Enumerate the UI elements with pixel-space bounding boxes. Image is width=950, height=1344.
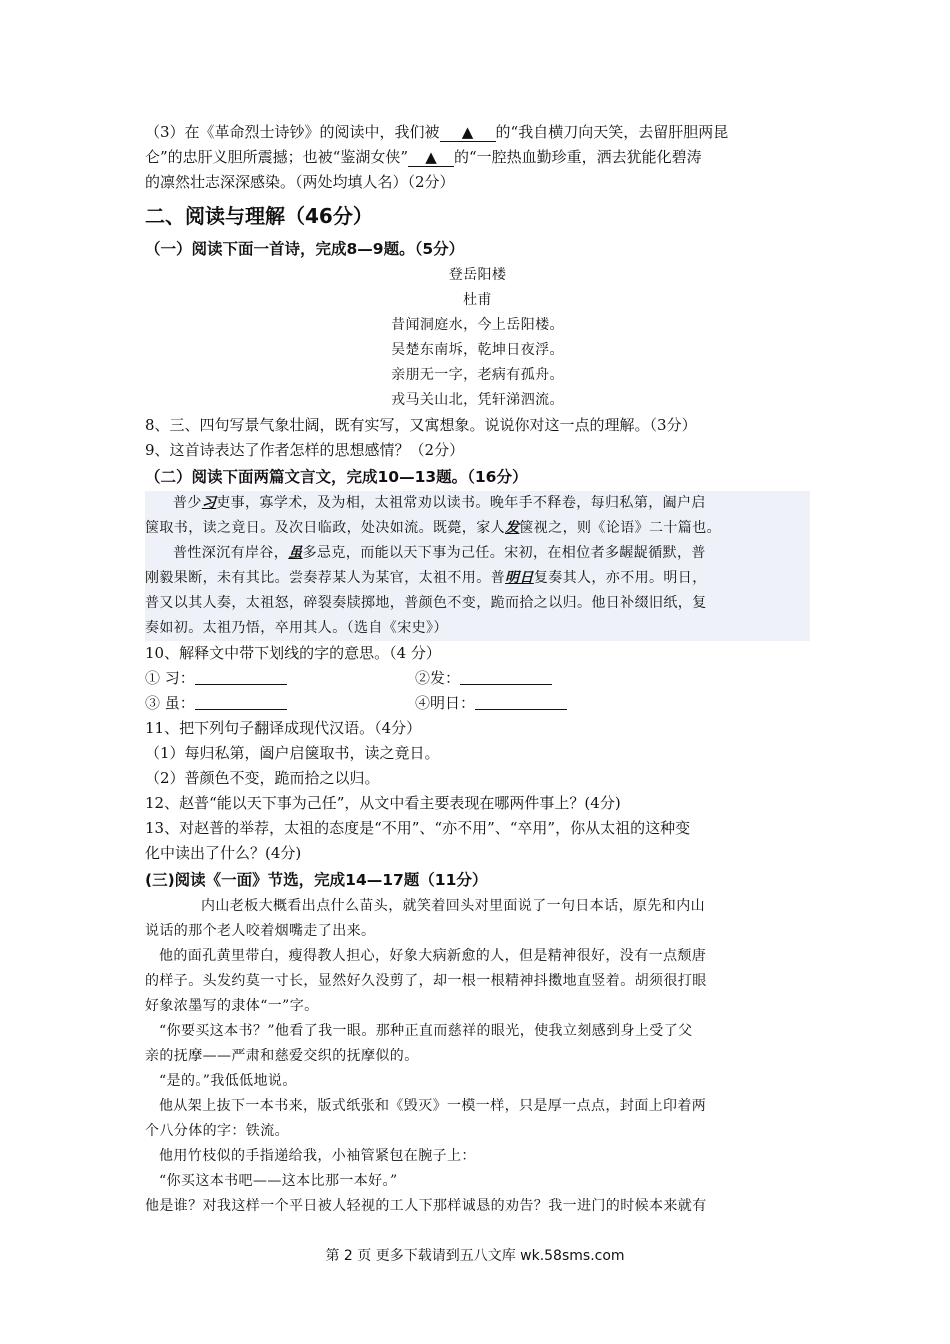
answer-blank-1[interactable]: ▲ — [440, 123, 496, 142]
passage-line: 他的面孔黄里带白，瘦得教人担心，好象大病新愈的人，但是精神很好，没有一点颓唐 — [159, 948, 707, 964]
answer-blank-2[interactable]: ▲ — [408, 148, 454, 167]
passage-line: 的样子。头发约莫一寸长，显然好久没剪了，却一根一根精神抖擞地直竖着。胡须很打眼 — [145, 973, 707, 989]
passage-line: 说话的那个老人咬着烟嘴走了出来。 — [145, 923, 376, 939]
document-page — [145, 120, 810, 1219]
part-1-heading: （一）阅读下面一首诗，完成8—9题。（5分） — [145, 240, 465, 258]
question-11-2: （2）普颜色不变，跪而拾之以归。 — [145, 769, 380, 787]
answer-line[interactable] — [475, 693, 567, 710]
section-2-heading: 二、阅读与理解（46分） — [145, 204, 373, 228]
passage-line: 好象浓墨写的隶体“一”字。 — [145, 998, 319, 1014]
passage-2-text: 多忌克，而能以天下事为己任。宋初，在相位者多龌龊循默，普 — [302, 545, 706, 561]
q7-3-text-c: 仑”的忠肝义胆所震撼；也被“鉴湖女侠” — [145, 148, 409, 166]
passage-2-text: 普性深沉有岸谷， — [173, 545, 289, 561]
q7-3-text-a: （3）在《革命烈士诗钞》的阅读中，我们被 — [145, 123, 440, 141]
classical-text-passage — [145, 491, 810, 641]
page-footer: 第 2 页 更多下载请到五八文库 wk.58sms.com — [325, 1248, 625, 1264]
question-10-answers-row-2 — [145, 691, 810, 716]
poem-author: 杜甫 — [463, 292, 492, 308]
question-11: 11、把下列句子翻译成现代汉语。（4分） — [145, 719, 422, 737]
question-7-3 — [145, 120, 810, 195]
poem-line: 亲朋无一字，老病有孤舟。 — [391, 367, 564, 383]
passage-line: 他用竹枝似的手指递给我，小袖管紧包在腕子上： — [159, 1148, 476, 1164]
marked-word-mingri: 明日 — [505, 570, 534, 586]
question-10: 10、解释文中带下划线的字的意思。（4 分） — [145, 644, 441, 662]
marked-word-fa: 发 — [505, 520, 520, 536]
answer-line[interactable] — [460, 668, 552, 685]
poem-title: 登岳阳楼 — [448, 267, 507, 283]
question-9: 9、这首诗表达了作者怎样的思想感情？（2分） — [145, 441, 465, 459]
passage-line: 个八分体的字：铁流。 — [145, 1123, 289, 1139]
passage-line: “你要买这本书？”他看了我一眼。那种正直而慈祥的眼光，使我立刻感到身上受了父 — [159, 1023, 693, 1039]
part-2-heading: （二）阅读下面两篇文言文，完成10—13题。（16分） — [145, 468, 528, 486]
passage-1-text: 箧视之，则《论语》二十篇也。 — [519, 520, 722, 536]
part-3-heading: (三)阅读《一面》节选，完成14—17题（11分） — [145, 871, 488, 889]
passage-line: 亲的抚摩——严肃和慈爱交织的抚摩似的。 — [145, 1048, 419, 1064]
question-10-answers-row-1 — [145, 666, 810, 691]
passage-2-text: 普又以其人奏，太祖怒，碎裂奏牍掷地，普颜色不变，跪而拾之以归。他日补缀旧纸，复 — [145, 595, 707, 611]
passage-line: “是的。”我低低地说。 — [159, 1073, 297, 1089]
question-13-cont: 化中读出了什么？(4分) — [145, 844, 302, 862]
modern-text-passage — [145, 894, 810, 1219]
passage-1-text: 普少 — [173, 495, 202, 511]
passage-line: 内山老板大概看出点什么苗头，就笑着回头对里面说了一句日本话，原先和内山 — [201, 898, 705, 914]
q7-3-text-e: 的凛然壮志深深感染。（两处均填人名）（2分） — [145, 173, 455, 191]
q10-item-2: ②发： — [415, 669, 461, 687]
poem-line: 吴楚东南坼，乾坤日夜浮。 — [391, 342, 564, 358]
passage-1-text: 吏事，寡学术，及为相，太祖常劝以读书。晚年手不释卷，每归私第，阖户启 — [216, 495, 706, 511]
question-11-1: （1）每归私第，阖户启箧取书，读之竟日。 — [145, 744, 440, 762]
passage-line: “你买这本书吧——这本比那一本好。” — [159, 1173, 398, 1189]
passage-line: 他从架上抜下一本书来，版式纸张和《毁灭》一模一样，只是厚一点点，封面上印着两 — [159, 1098, 707, 1114]
question-13: 13、对赵普的举荐，太祖的态度是“不用”、“亦不用”、“卒用”，你从太祖的这种变 — [145, 819, 691, 837]
passage-line: 他是谁？对我这样一个平日被人轻视的工人下那样诚恳的劝告？我一进门的时候本来就有 — [145, 1198, 707, 1214]
passage-2-text: 奏如初。太祖乃悟，卒用其人。（选自《宋史》） — [145, 620, 448, 636]
question-8: 8、三、四句写景气象壮阔，既有实写，又寓想象。说说你对这一点的理解。（3分） — [145, 416, 697, 434]
passage-2-text: 复奏其人，亦不用。明日， — [533, 570, 707, 586]
marked-word-xi: 习 — [201, 495, 217, 511]
poem-line: 昔闻洞庭水，今上岳阳楼。 — [391, 317, 564, 333]
q10-item-3: ③ 虽： — [145, 694, 195, 712]
question-12: 12、赵普“能以天下事为己任”，从文中看主要表现在哪两件事上？(4分) — [145, 794, 621, 812]
marked-word-sui: 虽 — [288, 545, 303, 561]
passage-2-text: 刚毅果断，未有其比。尝奏荐某人为某官，太祖不用。普 — [145, 570, 505, 586]
poem-line: 戎马关山北，凭轩涕泗流。 — [391, 392, 564, 408]
answer-line[interactable] — [195, 668, 287, 685]
answer-line[interactable] — [195, 693, 287, 710]
passage-1-text: 箧取书，读之竟日。及次日临政，处决如流。既薨，家人 — [145, 520, 505, 536]
q7-3-text-d: 的“一腔热血勤珍重，洒去犹能化碧涛 — [454, 148, 702, 166]
q7-3-text-b: 的“我自横刀向天笑，去留肝胆两昆 — [495, 123, 729, 141]
q10-item-1: ① 习： — [145, 669, 195, 687]
q10-item-4: ④明日： — [415, 694, 476, 712]
